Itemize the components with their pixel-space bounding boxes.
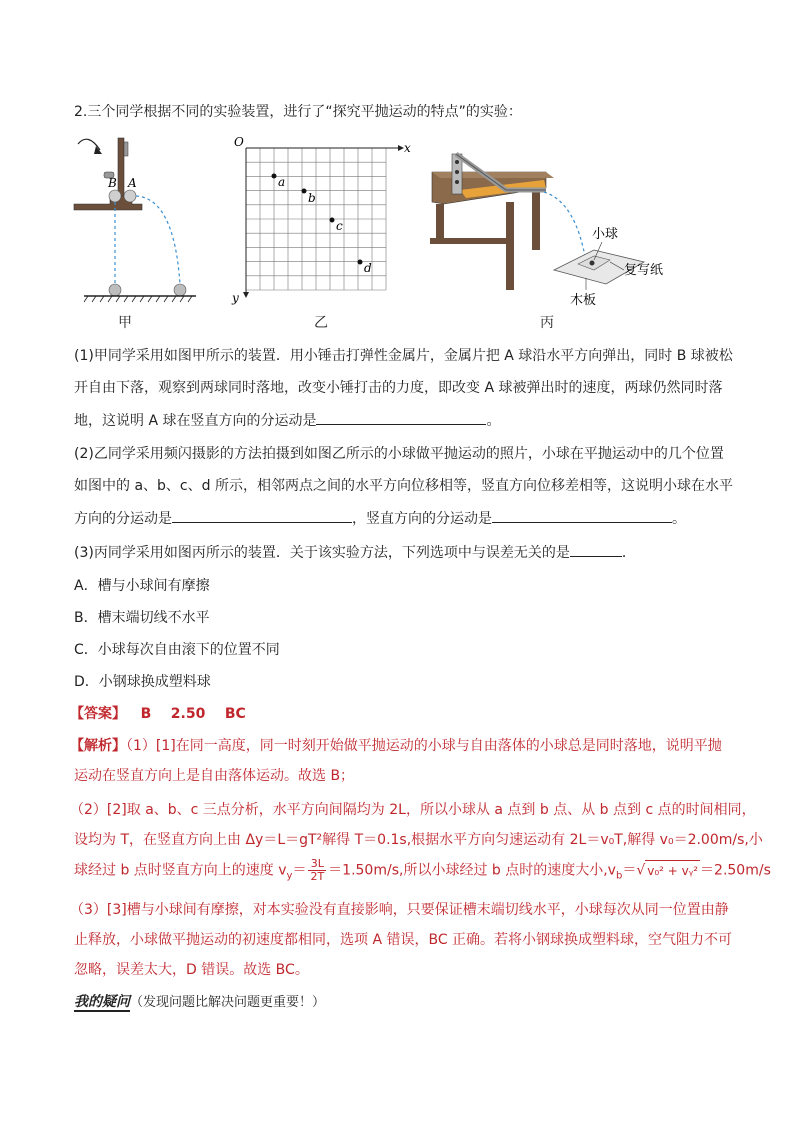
analysis-a2-l3 xyxy=(74,858,771,886)
part2-line3b: ，竖直方向的分运动是 xyxy=(352,511,492,527)
answer-blank-4[interactable] xyxy=(570,542,622,557)
sub-b: b xyxy=(615,870,623,882)
analysis-a2-l3b: ＝1.50m/s,所以小球经过 b 点时的速度大小,v xyxy=(328,862,616,879)
caption-yi: 乙 xyxy=(314,315,328,331)
answer-blank-2[interactable] xyxy=(172,508,352,523)
option-a: A．槽与小球间有摩擦 xyxy=(74,578,210,594)
part3-end: ． xyxy=(621,545,636,561)
analysis-label: 【解析】 xyxy=(70,738,126,754)
part1-line2: 开自由下落，观察到两球同时落地，改变小锤打击的力度，即改变 A 球被弹出时的速度，两球仍然同时落 xyxy=(74,380,723,396)
label-ball: 小球 xyxy=(592,227,619,242)
answer-values: B 2.50 BC xyxy=(140,706,246,722)
fraction-3l-2t xyxy=(308,858,326,883)
footer-line xyxy=(74,992,325,1013)
analysis-a2-l1: （2）[2]取 a、b、c 三点分析，水平方向间隔均为 2L，所以小球从 a 点到 b 点、从 b 点到 c 点的时间相同， xyxy=(70,802,756,818)
axis-origin-label: O xyxy=(234,135,244,149)
sqrt-sign-icon: √ xyxy=(636,862,646,879)
label-paper: 复写纸 xyxy=(624,263,664,278)
sub-y: y xyxy=(286,870,293,882)
figure-jia xyxy=(70,132,200,312)
answer-blank-3[interactable] xyxy=(492,508,672,523)
analysis-a3-l1: （3）[3]槽与小球间有摩擦，对本实验没有直接影响，只要保证槽末端切线水平，小球每次从同一位置由静 xyxy=(70,902,729,918)
answer-line xyxy=(70,704,246,724)
point-d-label: d xyxy=(364,261,372,275)
option-c: C．小球每次自由滚下的位置不同 xyxy=(74,642,280,658)
analysis-a3-l3: 忽略，误差太大，D 错误。故选 BC。 xyxy=(74,962,309,978)
fraction-num: 3L xyxy=(308,858,326,871)
part2-line2: 如图中的 a、b、c、d 所示，相邻两点之间的水平方向位移相等，竖直方向位移差相等，这说明小球在水平 xyxy=(74,478,733,494)
analysis-a1-l1: （1）[1]在同一高度，同一时刻开始做平抛运动的小球与自由落体的小球总是同时落地，说明平抛 xyxy=(126,738,722,754)
label-a: A xyxy=(128,176,137,190)
analysis-a2-l2: 设均为 T，在竖直方向上由 Δy＝L＝gT²解得 T＝0.1s,根据水平方向匀速运动有 2L＝v₀T,解得 v₀＝2.00m/s,小 xyxy=(74,832,763,848)
part2-line3a: 方向的分运动是 xyxy=(74,511,172,527)
part2-end: 。 xyxy=(672,511,686,527)
part1-line3 xyxy=(74,410,500,431)
footer-note: （发现问题比解决问题更重要！） xyxy=(130,995,326,1010)
axis-y-label: y xyxy=(232,291,239,305)
eq-sign-2: ＝ xyxy=(622,862,637,879)
analysis-line1 xyxy=(70,736,722,756)
analysis-a2-l3c: ＝2.50m/s xyxy=(700,862,771,879)
analysis-a1-l2: 运动在竖直方向上是自由落体运动。故选 B； xyxy=(74,768,355,784)
answer-blank-1[interactable] xyxy=(316,410,486,425)
label-board: 木板 xyxy=(570,293,597,308)
sqrt-content: v₀² + vᵧ² xyxy=(645,860,700,881)
caption-jia: 甲 xyxy=(118,315,132,331)
axis-x-label: x xyxy=(404,141,411,155)
analysis-a3-l2: 止释放，小球做平抛运动的初速度都相同，选项 A 错误，BC 正确。若将小钢球换成塑料球，空气阻力不可 xyxy=(74,932,733,948)
part1-line1: (1)甲同学采用如图甲所示的装置．用小锤击打弹性金属片，金属片把 A 球沿水平方向弹出，同时 B 球被松 xyxy=(74,348,733,364)
part3-text: (3)丙同学采用如图丙所示的装置．关于该实验方法，下列选项中与误差无关的是 xyxy=(74,545,570,561)
eq-sign-1: ＝ xyxy=(292,862,307,879)
point-b-label: b xyxy=(308,191,316,205)
question-intro: 2.三个同学根据不同的实验装置，进行了“探究平抛运动的特点”的实验： xyxy=(74,104,522,120)
option-d: D．小钢球换成塑料球 xyxy=(74,674,211,690)
fraction-den: 2T xyxy=(310,870,325,883)
part1-end: 。 xyxy=(486,413,501,429)
part1-line3-text: 地，这说明 A 球在竖直方向的分运动是 xyxy=(74,413,317,429)
part2-line3 xyxy=(74,508,686,529)
figure-yi xyxy=(228,132,418,312)
part3-line xyxy=(74,542,636,563)
option-b: B．槽末端切线不水平 xyxy=(74,610,210,626)
answer-label: 【答案】 xyxy=(70,706,126,722)
part2-line1: (2)乙同学采用频闪摄影的方法拍摄到如图乙所示的小球做平抛运动的照片，小球在平抛运动中的几个位置 xyxy=(74,446,724,462)
analysis-a2-l3a: 球经过 b 点时竖直方向上的速度 v xyxy=(74,862,287,879)
caption-bing: 丙 xyxy=(540,315,554,331)
figure-bing xyxy=(426,132,676,312)
point-c-label: c xyxy=(336,219,343,233)
footer-title: 我的疑问 xyxy=(74,994,130,1010)
point-a-label: a xyxy=(278,175,286,189)
label-b: B xyxy=(108,176,117,190)
